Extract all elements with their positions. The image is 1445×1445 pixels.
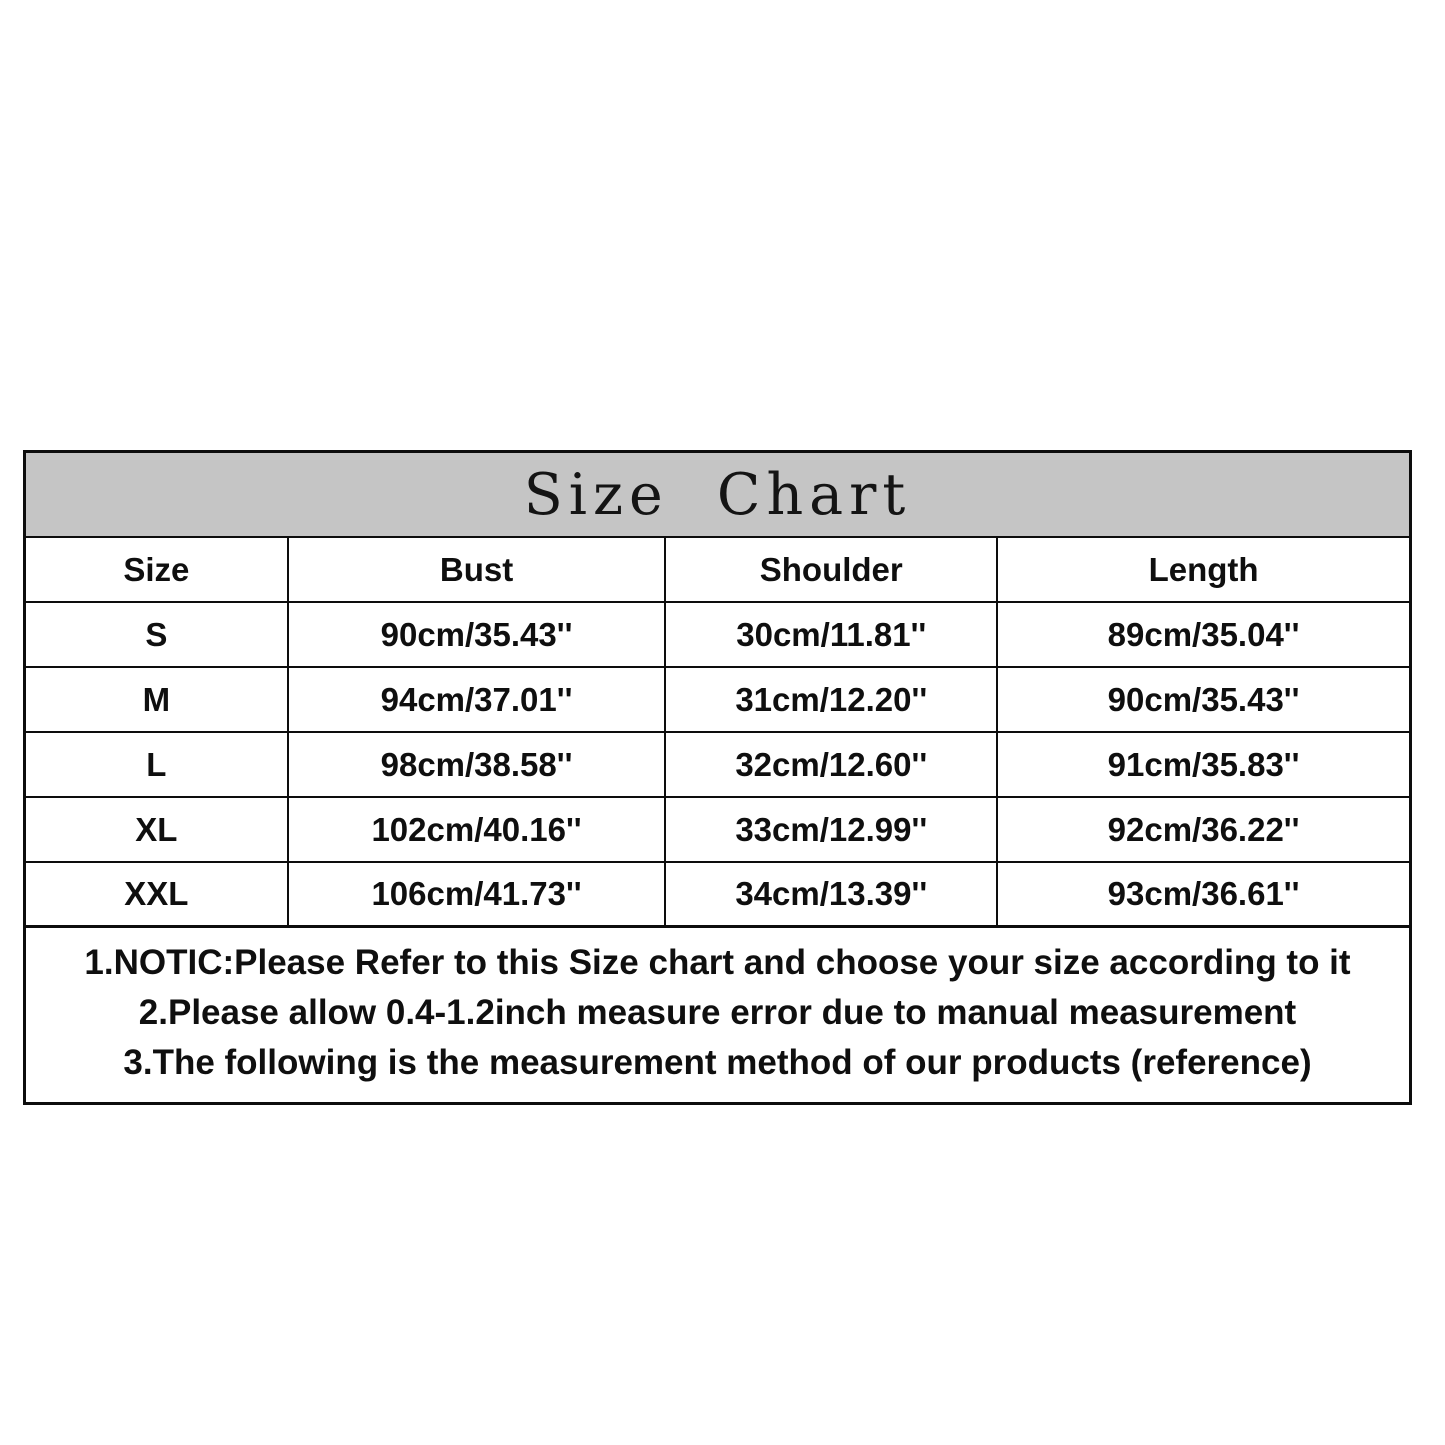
table-row-xl — [26, 798, 1409, 863]
note-line-3: 3.The following is the measurement method of our products (reference) — [123, 1043, 1312, 1082]
column-header-shoulder: Shoulder — [666, 538, 998, 603]
row-label-s: S — [26, 603, 289, 668]
table-row-xxl — [26, 863, 1409, 928]
cell-l-shoulder: 32cm/12.60'' — [666, 733, 998, 798]
row-label-xl: XL — [26, 798, 289, 863]
cell-m-bust: 94cm/37.01'' — [289, 668, 667, 733]
row-label-xxl: XXL — [26, 863, 289, 928]
column-header-bust: Bust — [289, 538, 667, 603]
cell-m-shoulder: 31cm/12.20'' — [666, 668, 998, 733]
cell-s-length: 89cm/35.04'' — [998, 603, 1409, 668]
cell-l-bust: 98cm/38.58'' — [289, 733, 667, 798]
row-label-l: L — [26, 733, 289, 798]
note-line-2: 2.Please allow 0.4-1.2inch measure error due to manual measurement — [138, 993, 1297, 1032]
cell-s-bust: 90cm/35.43'' — [289, 603, 667, 668]
table-row-m — [26, 668, 1409, 733]
cell-l-length: 91cm/35.83'' — [998, 733, 1409, 798]
column-header-length: Length — [998, 538, 1409, 603]
table-row-l — [26, 733, 1409, 798]
cell-xxl-length: 93cm/36.61'' — [998, 863, 1409, 928]
table-row-s — [26, 603, 1409, 668]
cell-m-length: 90cm/35.43'' — [998, 668, 1409, 733]
cell-xl-shoulder: 33cm/12.99'' — [666, 798, 998, 863]
cell-s-shoulder: 30cm/11.81'' — [666, 603, 998, 668]
cell-xl-length: 92cm/36.22'' — [998, 798, 1409, 863]
size-chart-title: Size Chart — [523, 461, 912, 528]
size-chart-title-bar — [26, 453, 1409, 538]
cell-xxl-bust: 106cm/41.73'' — [289, 863, 667, 928]
table-header-row — [26, 538, 1409, 603]
cell-xxl-shoulder: 34cm/13.39'' — [666, 863, 998, 928]
size-chart-table — [23, 450, 1412, 1105]
cell-xl-bust: 102cm/40.16'' — [289, 798, 667, 863]
row-label-m: M — [26, 668, 289, 733]
column-header-size: Size — [26, 538, 289, 603]
note-line-1: 1.NOTIC:Please Refer to this Size chart and choose your size according to it — [84, 943, 1351, 982]
notes-section — [26, 928, 1409, 1102]
